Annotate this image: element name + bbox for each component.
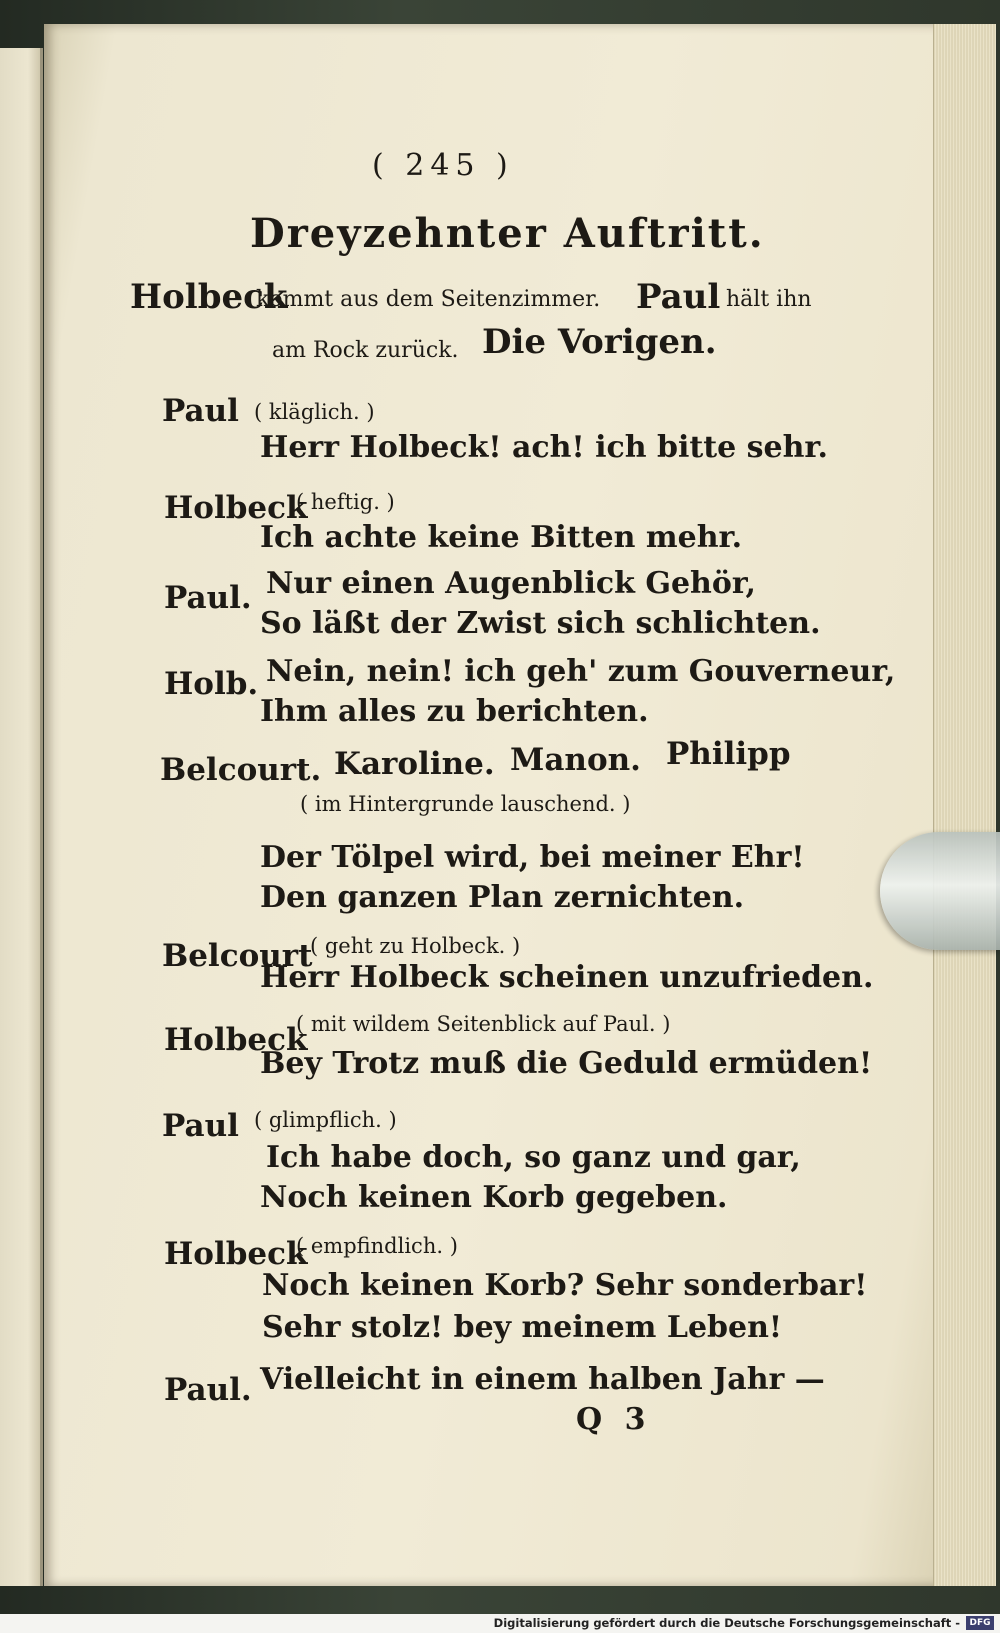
verse-line: So läßt der Zwist sich schlichten. [260, 606, 821, 641]
stage-direction: ( glimpflich. ) [254, 1108, 397, 1132]
verse-line: Nein, nein! ich geh' zum Gouverneur, [266, 654, 896, 689]
speaker: Holb. [164, 666, 259, 702]
stage-text-3: am Rock zurück. [272, 338, 459, 363]
speaker: Paul. [164, 1372, 252, 1408]
stage-direction: ( mit wildem Seitenblick auf Paul. ) [296, 1012, 671, 1036]
stage-direction: ( geht zu Holbeck. ) [310, 934, 521, 958]
stage-name-holbeck: Holbeck [130, 277, 288, 317]
verse-line: Vielleicht in einem halben Jahr — [260, 1362, 825, 1397]
speaker: Holbeck [164, 1236, 308, 1272]
verse-line: Herr Holbeck! ach! ich bitte sehr. [260, 430, 828, 465]
verse-line: Sehr stolz! bey meinem Leben! [262, 1310, 783, 1345]
dfg-logo: DFG [966, 1616, 994, 1630]
stage-direction: ( heftig. ) [296, 490, 395, 514]
stage-text-1: kommt aus dem Seitenzimmer. [256, 287, 601, 312]
verse-line: Noch keinen Korb? Sehr sonderbar! [262, 1268, 868, 1303]
stage-text-2: hält ihn [726, 287, 812, 312]
group-name: Belcourt. [160, 752, 322, 788]
page-number: ( 245 ) [372, 148, 514, 183]
scene-heading: Dreyzehnter Auftritt. [250, 210, 765, 257]
footer-credit: Digitalisierung gefördert durch die Deutsche Forschungsgemeinschaft - [493, 1616, 960, 1630]
verse-line: Der Tölpel wird, bei meiner Ehr! [260, 840, 805, 875]
verse-line: Ich achte keine Bitten mehr. [260, 520, 743, 555]
thumb-clip [880, 832, 1000, 950]
verse-line: Bey Trotz muß die Geduld ermüden! [260, 1046, 873, 1081]
speaker: Belcourt [162, 938, 313, 974]
signature-mark: Q 3 [576, 1402, 652, 1437]
stage-direction: ( kläglich. ) [254, 400, 375, 424]
group-name: Manon. [510, 742, 641, 778]
verse-line: Noch keinen Korb gegeben. [260, 1180, 728, 1215]
stage-direction: ( empfindlich. ) [296, 1234, 458, 1258]
speaker: Paul [162, 1108, 239, 1144]
verse-line: Ich habe doch, so ganz und gar, [266, 1140, 801, 1175]
group-name: Philipp [666, 736, 791, 772]
speaker: Holbeck [164, 1022, 308, 1058]
speaker: Paul [162, 393, 239, 429]
speaker: Holbeck [164, 490, 308, 526]
group-name: Karoline. [334, 746, 495, 782]
stage-direction: ( im Hintergrunde lauschend. ) [300, 792, 631, 816]
stage-name-paul: Paul [636, 277, 721, 317]
verse-line: Den ganzen Plan zernichten. [260, 880, 745, 915]
stage-name-vorigen: Die Vorigen. [482, 322, 717, 362]
verse-line: Nur einen Augenblick Gehör, [266, 566, 756, 601]
speaker: Paul. [164, 580, 252, 616]
verse-line: Ihm alles zu berichten. [260, 694, 649, 729]
verse-line: Herr Holbeck scheinen unzufrieden. [260, 960, 874, 995]
